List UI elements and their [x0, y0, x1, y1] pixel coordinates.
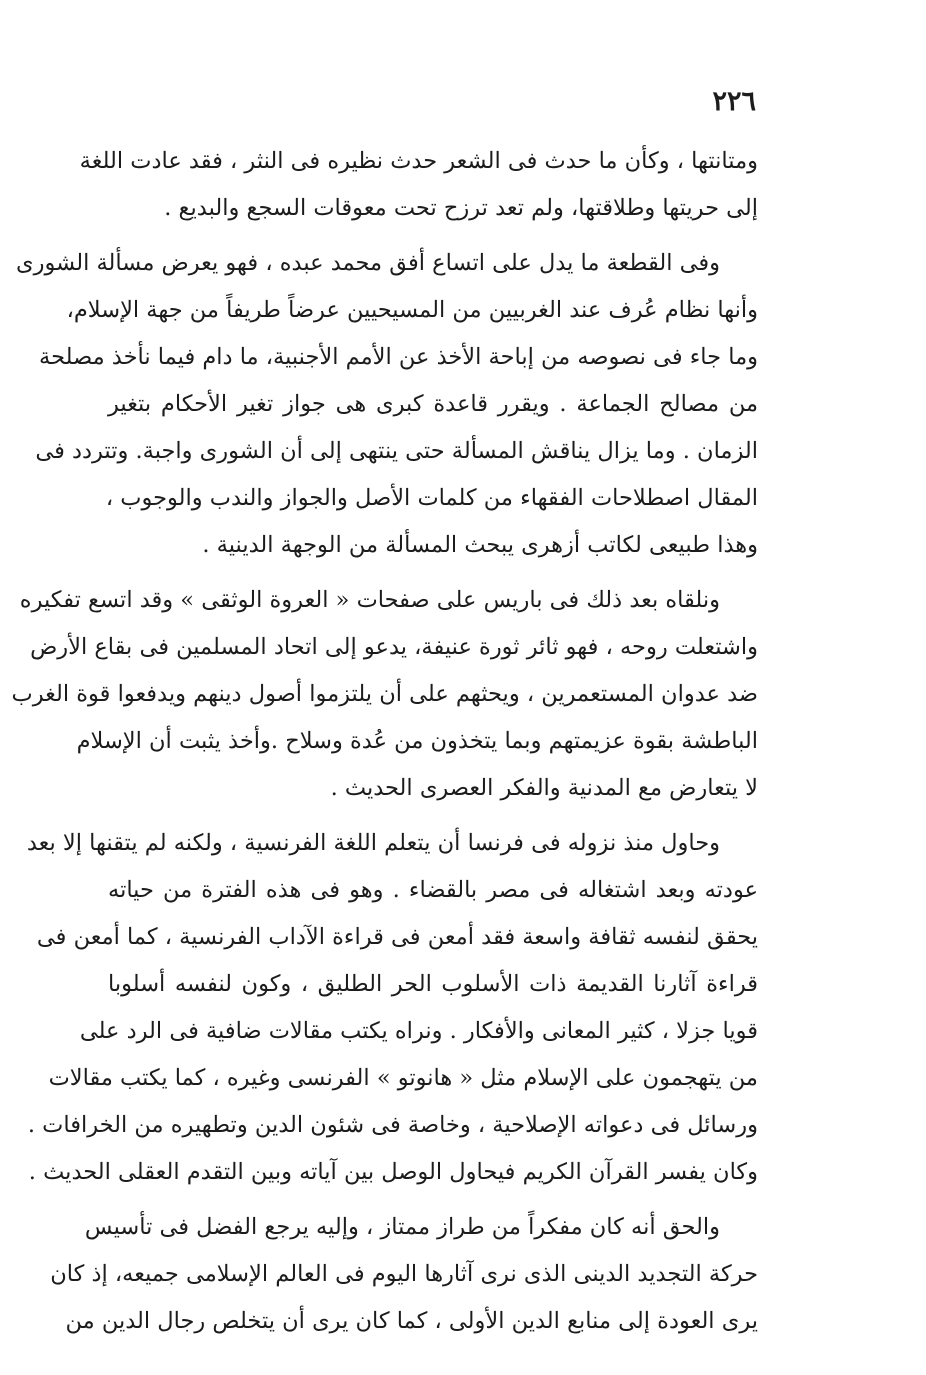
text-line: وفى القطعة ما يدل على اتساع أفق محمد عبده ، فهو يعرض مسألة الشورى [16, 250, 720, 276]
text-line: من يتهجمون على الإسلام مثل « هانوتو » الفرنسى وغيره ، كما يكتب مقالات [48, 1065, 758, 1091]
text-line: يرى العودة إلى منابع الدين الأولى ، كما كان يرى أن يتخلص رجال الدين من [65, 1308, 758, 1334]
paragraph [11, 577, 758, 812]
text-line: قراءة آثارنا القديمة ذات الأسلوب الحر الطليق ، وكون لنفسه أسلوبا [108, 971, 758, 997]
text-line: قويا جزلا ، كثير المعانى والأفكار . ونراه يكتب مقالات ضافية فى الرد على [79, 1018, 758, 1044]
text-line: لا يتعارض مع المدنية والفكر العصرى الحديث . [330, 775, 758, 801]
text-line: ومتانتها ، وكأن ما حدث فى الشعر حدث نظيره فى النثر ، فقد عادت اللغة [79, 148, 758, 174]
text-line: الباطشة بقوة عزيمتهم وبما يتخذون من عُدة وسلاح .وأخذ يثبت أن الإسلام [76, 728, 758, 754]
text-line: واشتعلت روحه ، فهو ثائر ثورة عنيفة، يدعو إلى اتحاد المسلمين فى بقاع الأرض [30, 634, 758, 660]
text-line: وهذا طبيعى لكاتب أزهرى يبحث المسألة من الوجهة الدينية . [202, 532, 758, 558]
text-line: المقال اصطلاحات الفقهاء من كلمات الأصل والجواز والندب والوجوب ، [105, 485, 758, 511]
paragraph [16, 240, 758, 569]
text-line: إلى حريتها وطلاقتها، ولم تعد ترزح تحت معوقات السجع والبديع . [164, 195, 758, 221]
text-line: عودته وبعد اشتغاله فى مصر بالقضاء . وهو فى هذه الفترة من حياته [108, 877, 758, 903]
page-number: ٢٢٦ [712, 86, 756, 117]
text-line: ونلقاه بعد ذلك فى باريس على صفحات « العروة الوثقى » وقد اتسع تفكيره [19, 587, 720, 613]
text-line: وما جاء فى نصوصه من إباحة الأخذ عن الأمم الأجنبية، ما دام فيما نأخذ مصلحة [39, 344, 758, 370]
text-line: وكان يفسر القرآن الكريم فيحاول الوصل بين آياته وبين التقدم العقلى الحديث . [28, 1159, 758, 1185]
text-line: وأنها نظام عُرف عند الغربيين من المسيحيين عرضاً طريفاً من جهة الإسلام، [66, 297, 758, 323]
text-line: ورسائل فى دعواته الإصلاحية ، وخاصة فى شئون الدين وتطهيره من الخرافات . [27, 1112, 758, 1138]
text-line: ضد عدوان المستعمرين ، ويحثهم على أن يلتزموا أصول دينهم ويدفعوا قوة الغرب [11, 681, 758, 707]
text-line: الزمان . وما يزال يناقش المسألة حتى ينتهى إلى أن الشورى واجبة. وتتردد فى [35, 438, 758, 464]
text-line: وحاول منذ نزوله فى فرنسا أن يتعلم اللغة الفرنسية ، ولكنه لم يتقنها إلا بعد [26, 830, 720, 856]
paragraph [79, 138, 758, 232]
body-text [11, 138, 758, 1345]
text-line: حركة التجديد الدينى الذى نرى آثارها اليوم فى العالم الإسلامى جميعه، إذ كان [50, 1261, 758, 1287]
text-line: والحق أنه كان مفكراً من طراز ممتاز ، وإليه يرجع الفضل فى تأسيس [84, 1214, 720, 1240]
text-line: يحقق لنفسه ثقافة واسعة فقد أمعن فى قراءة الآداب الفرنسية ، كما أمعن فى [36, 924, 758, 950]
text-line: من مصالح الجماعة . ويقرر قاعدة كبرى هى جواز تغير الأحكام بتغير [108, 391, 758, 417]
paragraph [26, 820, 758, 1196]
paragraph [50, 1204, 758, 1345]
